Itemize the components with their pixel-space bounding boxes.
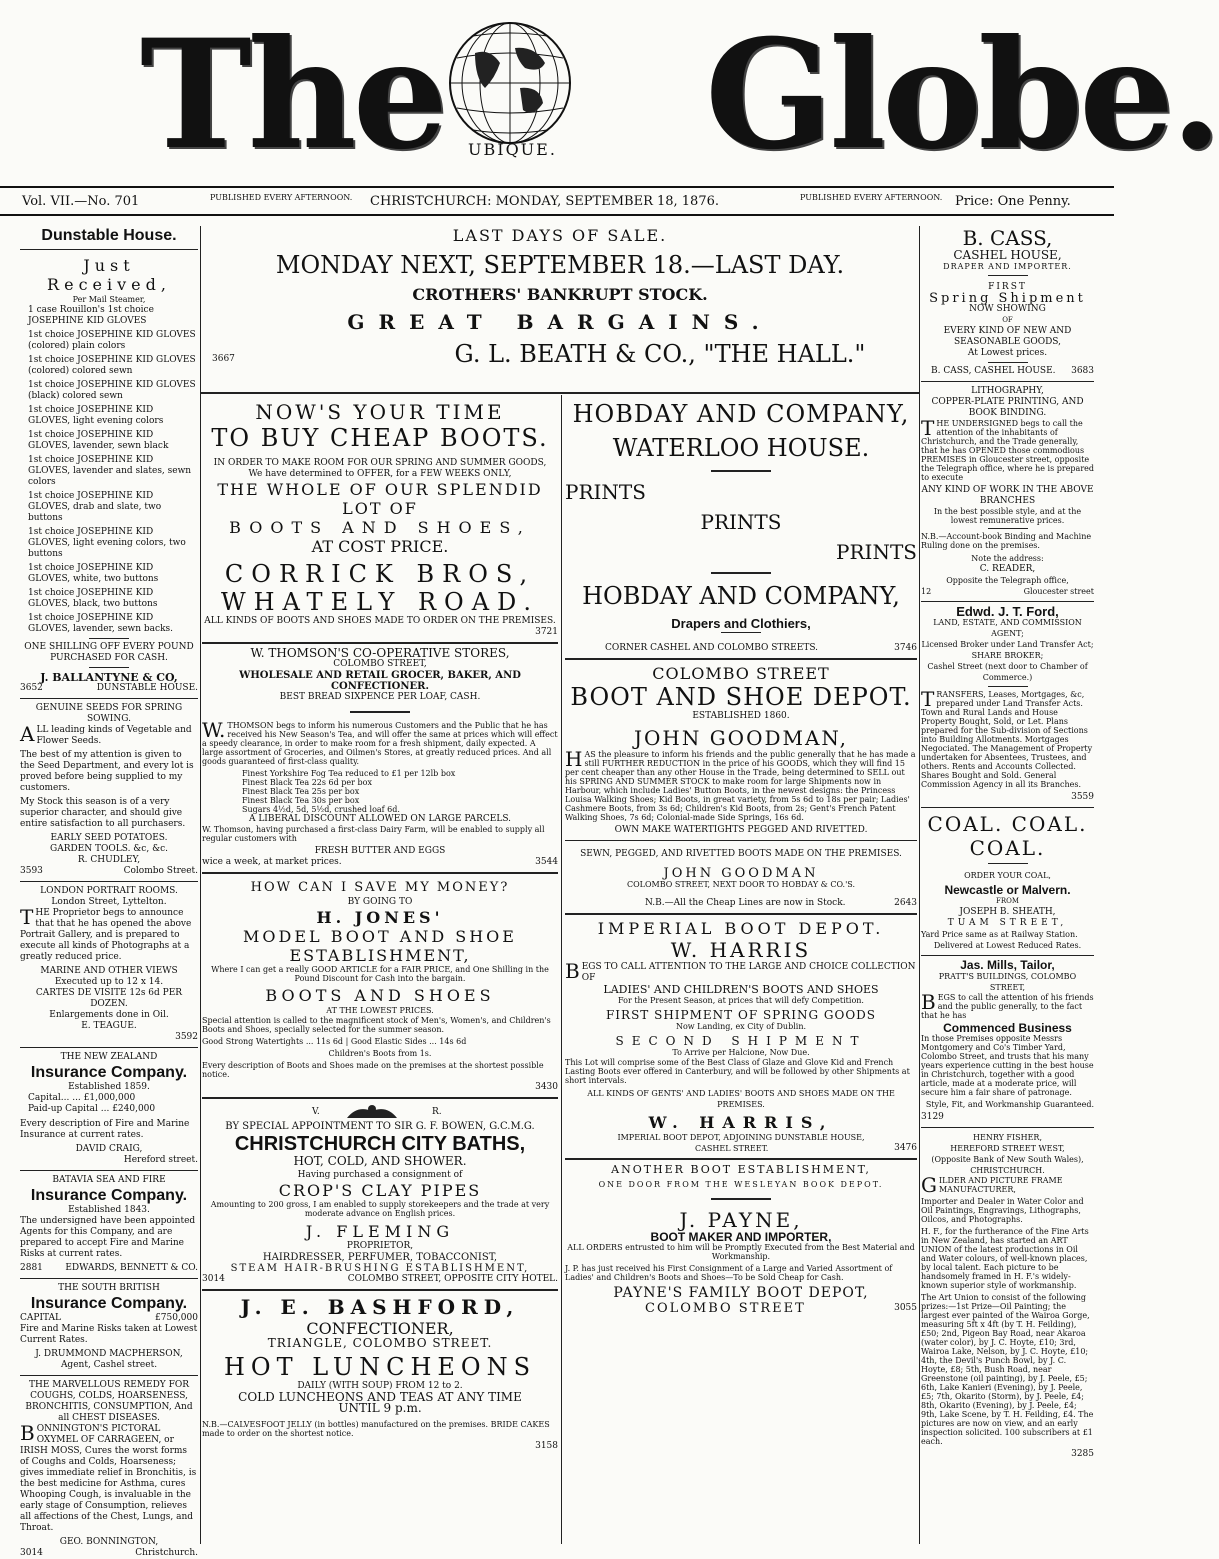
ad-number: 3683 (1071, 366, 1094, 376)
ad-line: ONE SHILLING OFF EVERY POUND PURCHASED FOR CASH. (24, 642, 194, 663)
ad-line: A LIBERAL DISCOUNT ALLOWED ON LARGE PARCELS. (248, 814, 512, 824)
ad-line: ONE DOOR FROM THE WESLEYAN BOOK DEPOT. (598, 1180, 884, 1189)
ad-line: HOBDAY AND COMPANY, (582, 582, 900, 610)
ad-number: 3476 (894, 1143, 917, 1153)
ad-title: Insurance Company. (30, 1064, 188, 1081)
column-4 (921, 226, 1094, 1544)
ad-number: 3559 (1071, 792, 1094, 802)
place-date: CHRISTCHURCH: MONDAY, SEPTEMBER 18, 1876. (370, 194, 720, 209)
ad-paragraph: Special attention is called to the magnificent stock of Men's, Women's, and Children's Boots and Shoes, specially selected for the summer season. (202, 1016, 551, 1034)
ad-line: OF (1002, 316, 1013, 324)
ad-line: BOOT MAKER AND IMPORTER, (650, 1230, 832, 1244)
ad-label: Capital... (28, 1093, 70, 1103)
ad-paragraph: GILDER AND PICTURE FRAME MANUFACTURER, (921, 1173, 1063, 1197)
ad-paragraph: Every description of Boots and Shoes made on the premises at the shortest possible notice. (202, 1061, 544, 1079)
ad-seeds (20, 703, 198, 877)
ad-line: COLOMBO STREET, NEXT DOOR TO HOBDAY & CO.'S. (626, 880, 856, 889)
ad-mills (921, 960, 1094, 1123)
list-item: 1st choice JOSEPHINE KID GLOVES, drab and slate, two buttons (28, 491, 162, 523)
list-item: 1st choice JOSEPHINE KID GLOVES, light evening colors, two buttons (28, 527, 186, 559)
ad-line: MODEL BOOT AND SHOE (243, 927, 517, 946)
ad-name: DAVID CRAIG, (75, 1144, 143, 1154)
ad-line: Opposite the Telegraph office, (946, 576, 1069, 585)
ad-coal (921, 812, 1094, 951)
ad-line: CASHEL HOUSE, (953, 248, 1062, 262)
ad-corrick (202, 400, 558, 638)
ad-line: ALL KINDS OF BOOTS AND SHOES MADE TO ORDER ON THE PREMISES. (204, 616, 556, 626)
ad-line: LADIES' AND CHILDREN'S BOOTS AND SHOES (603, 983, 879, 996)
ad-ford (921, 606, 1094, 803)
ad-line: EARLY SEED POTATOES. (50, 833, 168, 843)
ad-line: J. E. BASHFORD, (240, 1295, 520, 1319)
ad-title: Jas. Mills, Tailor, (960, 958, 1055, 972)
ad-heading: GENUINE SEEDS FOR SPRING SOWING. (35, 703, 183, 724)
ad-line: J. FLEMING (305, 1222, 455, 1241)
ad-line: NOW'S YOUR TIME (255, 400, 505, 424)
ad-number: 3014 (20, 1548, 43, 1558)
ad-goodman (565, 664, 917, 909)
ad-name: C. READER, (979, 564, 1036, 574)
ad-paragraph: In those Premises opposite Messrs Montgomery and Co's Timber Yard, Colombo Street, and trusts that his many years experience cutting in the best house in Christchurch, together with a good article, made at a moderate price, will secure him a fair share of patronage. (921, 1034, 1094, 1097)
list-item: 1st choice JOSEPHINE KID GLOVES, lavender and slates, sewn colors (28, 455, 192, 487)
ad-line: BOOTS AND SHOES, (229, 518, 531, 537)
list-item: Finest Black Tea 22s 6d per box (242, 778, 372, 787)
ad-line: JOHN GOODMAN (663, 866, 819, 881)
ad-line: UNTIL 9 p.m. (338, 1401, 422, 1415)
ad-line: HAIRDRESSER, PERFUMER, TOBACCONIST, (262, 1252, 498, 1263)
ad-subheading: Just Received, (47, 256, 171, 294)
ad-label: Paid-up Capital (28, 1104, 98, 1114)
ad-line: TRIANGLE, COLOMBO STREET. (267, 1336, 493, 1350)
ad-name: GEO. BONNINGTON, (59, 1537, 159, 1547)
ad-line: COAL. (969, 836, 1046, 860)
ad-line: WHATELY ROAD. (220, 588, 540, 616)
ad-name: R. CHUDLEY, (77, 855, 141, 865)
list-item: 1st choice JOSEPHINE KID GLOVES, lavender, sewn black (28, 430, 169, 451)
ad-line: Established 1843. (68, 1205, 150, 1215)
ad-line: PRATT'S BUILDINGS, COLOMBO STREET, (938, 972, 1077, 992)
ad-dunstable (20, 226, 198, 694)
list-item: 1 case Rouillon's 1st choice JOSEPHINE KID GLOVES (28, 305, 154, 326)
ad-line: HOW CAN I SAVE MY MONEY? (250, 880, 510, 895)
ad-line: ANY KIND OF WORK IN THE ABOVE BRANCHES (921, 485, 1094, 506)
ad-line: Colombo Street. (123, 866, 198, 876)
ad-heading: LONDON PORTRAIT ROOMS. (40, 886, 178, 896)
ad-line: PAYNE'S FAMILY BOOT DEPOT, (613, 1285, 869, 1301)
ad-portrait (20, 886, 198, 1043)
ad-line: OWN MAKE WATERTIGHTS PEGGED AND RIVETTED. (614, 825, 868, 835)
column-rule (200, 226, 201, 1544)
ad-paragraph: W.THOMSON begs to inform his numerous Customers and the Public that he has received his New Season's Tea, and will offer the same at prices which will effect a speedy clearance, in order to make room for a fresh shipment, daily expected. A large assortment of Groceries, and Oilmen's Stores, at greatly reduced prices. And all goods guaranteed of first-class quality. (202, 718, 558, 766)
ad-paragraph: ALL leading kinds of Vegetable and Flower Seeds. (20, 722, 192, 746)
ad-number: 3746 (894, 643, 917, 653)
ad-line: LAST DAYS OF SALE. (452, 226, 668, 245)
ad-line: NOW SHOWING (969, 304, 1046, 314)
ad-line: (Opposite Bank of New South Wales), (931, 1155, 1084, 1164)
ad-thomson (202, 648, 558, 868)
ad-line: FIRST SHIPMENT OF SPRING GOODS (605, 1008, 877, 1022)
ad-heading: Dunstable House. (41, 227, 177, 244)
ad-line: G. L. BEATH & CO., "THE HALL." (454, 340, 866, 368)
ad-line: SEWN, PEGGED, AND RIVETTED BOOTS MADE ON THE PREMISES. (580, 849, 902, 859)
ad-batavia (20, 1175, 198, 1274)
ad-paragraph: Children's Boots from 1s. (328, 1049, 432, 1058)
ad-line: Licensed Broker under Land Transfer Act; (921, 640, 1094, 649)
ad-heading: THE MARVELLOUS REMEDY FOR COUGHS, COLDS, HOARSENESS, BRONCHITIS, CONSUMPTION, And all CHEST DISEASES. (25, 1380, 193, 1423)
ad-line: CORNER CASHEL AND COLOMBO STREETS. (605, 643, 819, 653)
ad-line: Delivered at Lowest Reduced Rates. (933, 941, 1082, 950)
ad-paragraph: Fire and Marine Risks taken at Lowest Current Rates. (20, 1324, 198, 1345)
ad-line: COAL. COAL. (927, 812, 1088, 836)
ad-line: COLOMBO STREET, (333, 659, 427, 669)
ad-number: 3055 (894, 1303, 917, 1313)
ad-line: HEREFORD STREET WEST, (950, 1144, 1065, 1153)
ad-line: HENRY FISHER, (973, 1133, 1042, 1142)
masthead-title-left: The (140, 7, 445, 183)
ad-paragraph: Style, Fit, and Workmanship Guaranteed. (925, 1100, 1094, 1109)
ad-paragraph: J. P. has just received his First Consignment of a Large and Varied Assortment of Ladies' and Children's Boots and Shoes—To be Sold Cheap for Cash. (565, 1264, 893, 1282)
ad-line: TO BUY CHEAP BOOTS. (211, 424, 549, 452)
ad-paragraph: THE UNDERSIGNED begs to call the attention of the inhabitants of Christchurch, and the Trade generally, that he has OPENED those commodious PREMISES in Gloucester street, opposite the Telegraph office, where he is prepared to execute (921, 416, 1094, 482)
ad-line: R. (432, 1107, 442, 1117)
ad-line: PROPRIETOR, (346, 1241, 414, 1251)
ad-paragraph: BONNINGTON'S PICTORAL OXYMEL OF CARRAGEEN, or IRISH MOSS, Cures the worst forms of Coughs and Colds, Hoarseness; gives immediate relief in Bronchitis, is the best medicine for Asthma, cures Whooping Cough, is invaluable in the early stage of Consumption, relieves all affections of the Chest, Lungs, and Throat. (20, 1421, 197, 1533)
ad-line: PRINTS (836, 540, 917, 564)
ad-line: CROP'S CLAY PIPES (278, 1181, 482, 1200)
ad-line: MONDAY NEXT, SEPTEMBER 18.—LAST DAY. (275, 251, 845, 279)
ad-remedy (20, 1380, 198, 1559)
ad-bashford (202, 1295, 558, 1452)
ad-line: Spring Shipment (929, 291, 1086, 306)
column-rule (561, 395, 562, 1544)
ad-line: DAILY (WITH SOUP) FROM 12 to 2. (297, 1381, 463, 1391)
ad-line: J. PAYNE, (679, 1208, 803, 1232)
ad-line: ANOTHER BOOT ESTABLISHMENT, (611, 1163, 871, 1176)
ad-line: WHOLESALE AND RETAIL GROCER, BAKER, AND CONFECTIONER. (239, 670, 521, 692)
price: Price: One Penny. (955, 194, 1071, 209)
ad-line: COLOMBO STREET (645, 1301, 806, 1316)
ad-line: LAND, ESTATE, AND COMMISSION AGENT; (933, 618, 1082, 638)
ad-number: 3014 (202, 1274, 225, 1284)
published-right: PUBLISHED EVERY AFTERNOON. (800, 193, 943, 202)
ad-line: HOT, COLD, AND SHOWER. (293, 1154, 467, 1168)
dateline (0, 186, 1114, 216)
ad-paragraph: The Art Union to consist of the following prizes:—1st Prize—Oil Painting; the largest ever painted of the Wairoa Gorge, measuring 5ft x 4ft (by T. H. Feilding), £50; 2nd, Pigeon Bay Road, near Akaroa (water color), by J. C. Hoyte, £10; 3rd, Wairoa Lake, Nelson, by J. C. Hoyte, £10; 4th, the Devil's Punch Bowl, by J. C. Hoyte, £8; 5th, Bush Road, near Greenstone (oil painting), by J. Peele, £5; 6th, Lake Kanieri (Evening), by J. Peele, £5; 7th, Okarito (Storm), by J. Peele, £4; 8th, Okarito (Evening), by J. Peele, £4; 9th, Lake Scene, by T. H. Feilding, £4. The pictures are now on view, and an early inspection solicited. 100 subscribers at £1 each. (921, 1293, 1094, 1446)
ad-line: ESTABLISHED 1860. (692, 711, 790, 721)
ad-jones (202, 878, 558, 1093)
ad-line: AT THE LOWEST PRICES. (326, 1006, 434, 1015)
ad-line: ALL KINDS OF GENTS' AND LADIES' BOOTS AND SHOES MADE ON THE PREMISES. (587, 1089, 895, 1109)
ad-line: CARTES DE VISITE 12s 6d PER DOZEN. (35, 988, 183, 1009)
globe-icon (445, 18, 575, 148)
ad-line: At Lowest prices. (967, 348, 1048, 358)
ad-reader (921, 386, 1094, 597)
ad-line: For the Present Season, at prices that will defy Competition. (618, 996, 864, 1005)
ad-line: BOOT AND SHOE DEPOT. (570, 683, 912, 711)
ad-line: COLD LUNCHEONS AND TEAS AT ANY TIME (238, 1390, 522, 1404)
ad-line: Hereford street. (123, 1155, 198, 1165)
ad-line: THE WHOLE OF OUR SPLENDID LOT OF (217, 480, 543, 518)
ad-firm: J. BALLANTYNE & CO, (40, 671, 178, 684)
ad-line: ORDER YOUR COAL, (964, 871, 1051, 880)
ad-value: £1,000,000 (83, 1093, 136, 1103)
ad-line: SHARE BROKER; (971, 651, 1044, 660)
ad-line: N.B.—All the Cheap Lines are now in Stock. (645, 898, 846, 908)
list-item: Finest Black Tea 25s per box (242, 787, 360, 796)
ad-line: DUNSTABLE HOUSE. (96, 683, 198, 693)
ad-line: WATERLOO HOUSE. (612, 434, 870, 462)
ad-line: B. CASS, (962, 226, 1053, 250)
ad-paragraph: Every description of Fire and Marine Insurance at current rates. (20, 1119, 190, 1140)
column-1 (20, 226, 198, 1558)
ad-fisher (921, 1132, 1094, 1460)
ad-line: BEST BREAD SIXPENCE PER LOAF, CASH. (279, 692, 481, 702)
column-3 (565, 400, 917, 1544)
ad-line: CONFECTIONER, (306, 1319, 454, 1338)
ad-number: 3285 (1071, 1449, 1094, 1459)
ad-number: 3158 (535, 1441, 558, 1451)
ad-heading: THE SOUTH BRITISH (58, 1283, 160, 1293)
ad-title: Insurance Company. (30, 1187, 188, 1204)
ad-firm: EDWARDS, BENNETT & CO. (65, 1263, 198, 1273)
ad-line: Agent, Cashel street. (60, 1360, 158, 1370)
ad-line: STEAM HAIR-BRUSHING ESTABLISHMENT, (230, 1263, 530, 1274)
ad-line: GARDEN TOOLS. &c, &c. (50, 844, 168, 854)
ad-line: CHRISTCHURCH. (970, 1166, 1045, 1175)
ad-paragraph: Amounting to 200 gross, I am enabled to supply storekeepers and the trade at very moderate advance on English prices. (210, 1200, 550, 1218)
ad-number: 3593 (20, 866, 43, 876)
ad-line: HOBDAY AND COMPANY, (572, 400, 910, 428)
ad-line: IMPERIAL BOOT DEPOT. (597, 919, 885, 938)
ad-number: 3721 (535, 627, 558, 637)
ad-paragraph: N.B.—Account-book Binding and Machine Ruling done on the premises. (921, 532, 1092, 550)
ad-paragraph: This Lot will comprise some of the Best Class of Glaze and Glove Kid and French Lasting Boots ever offered in Canterbury, and will be followed by other Shipments at short intervals. (565, 1058, 910, 1085)
ad-line: COPPER-PLATE PRINTING, AND BOOK BINDING. (931, 397, 1084, 418)
ad-label: CAPITAL (20, 1313, 61, 1323)
ad-line: AT COST PRICE. (311, 537, 449, 556)
ad-line: To Arrive per Halcione, Now Due. (672, 1048, 810, 1057)
ad-line: BY GOING TO (347, 897, 413, 907)
ad-line: Now Landing, ex City of Dublin. (675, 1022, 807, 1031)
ad-number: 3667 (212, 354, 235, 364)
ad-nz-insurance: THE NEW ZEALAND Insurance Company. Established 1859. Capital... ... £1,000,000 Paid-up Capital ... £240,000 Every description of Fire and Marine Insurance at current rates. DAVID CRAIG, Hereford street. (20, 1052, 198, 1165)
ad-line: COLOMBO STREET, OPPOSITE CITY HOTEL. (347, 1274, 558, 1284)
list-item: 1st choice JOSEPHINE KID GLOVES (colored) plain colors (28, 330, 196, 351)
masthead (0, 0, 1219, 190)
list-item: Finest Black Tea 30s per box (242, 796, 360, 805)
ad-line: TUAM STREET, (947, 918, 1068, 928)
ad-line: PRINTS (565, 480, 646, 504)
ad-value: £240,000 (112, 1104, 156, 1114)
list-item: 1st choice JOSEPHINE KID GLOVES (colored) colored sewn (28, 355, 196, 376)
ad-paragraph: N.B.—CALVESFOOT JELLY (in bottles) manufactured on the premises. BRIDE CAKES made to order on the shortest notice. (202, 1420, 550, 1438)
ad-line: W. HARRIS (670, 938, 812, 962)
ad-name: J. DRUMMOND MACPHERSON, (35, 1349, 183, 1359)
published-left: PUBLISHED EVERY AFTERNOON. (210, 193, 353, 202)
ad-line: SECOND SHIPMENT (615, 1034, 867, 1048)
ad-line: Executed up to 12 x 14. (54, 977, 164, 987)
ad-paragraph: My Stock this season is of a very superior character, and should give entire satisfaction to all purchasers. (20, 797, 186, 829)
ad-last-days-sale (202, 226, 918, 396)
ad-title: Newcastle or Malvern. (944, 883, 1071, 897)
ad-line: BEGS TO CALL ATTENTION TO THE LARGE AND CHOICE COLLECTION OF (565, 959, 916, 983)
ad-line: DRAPER AND IMPORTER. (943, 262, 1072, 271)
ad-title: Edwd. J. T. Ford, (956, 604, 1059, 619)
ad-line: FRESH BUTTER AND EGGS (314, 846, 446, 856)
column-rule (919, 226, 920, 1544)
ad-paragraph: W. Thomson, having purchased a first-class Dairy Farm, will be enabled to supply all regular customers with (202, 825, 545, 843)
ad-heading: BATAVIA SEA AND FIRE (52, 1175, 166, 1185)
ad-paragraph: HAS the pleasure to inform his friends and the public generally that he has made a still FURTHER REDUCTION in the price of his GOODS, which they will find 15 per cent cheaper than any other House in the Trade, being determined to SELL out his SPRING AND SUMMER STOCK to make room for large Shipments now in Harbour, which include Ladies' Button Boots, in the newest designs: the Princess Louisa Walking Shoes; Kid Boots, in great variety, from 5s 6d to 18s per pair; Ladies' Cashmere Boots, from 3s 6d; Children's Kid Boots, from 2s; Gent's French Patent Walking Shoes, 7s 6d; Colonial-made Side Springs, 16s 6d. (565, 747, 916, 822)
ad-line: wice a week, at market prices. (202, 857, 342, 867)
list-item: Sugars 4½d, 5d, 5½d, crushed loaf 6d. (242, 805, 400, 814)
ad-title: Insurance Company. (30, 1295, 188, 1312)
ad-paragraph: ALL ORDERS entrusted to him will be Promptly Executed from the Best Material and Workmanship. (567, 1243, 915, 1261)
volume-number: Vol. VII.—No. 701 (22, 194, 140, 209)
ad-line: London Street, Lyttelton. (51, 897, 167, 907)
ad-cass (921, 226, 1094, 377)
ad-line: Cashel Street (next door to Chamber of Commerce.) (927, 662, 1088, 682)
ad-line: Christchurch. (135, 1548, 198, 1558)
ad-paragraph: THE Proprietor begs to announce that that he has opened the above Portrait Gallery, and is prepared to execute all kinds of Photographs at a greatly reduced price. (20, 905, 192, 962)
masthead-title-right: Globe. (705, 7, 1219, 183)
ad-number: 2643 (894, 898, 917, 908)
ad-line: LITHOGRAPHY, (971, 386, 1044, 396)
divider (200, 392, 919, 394)
ad-number: 12 (921, 587, 932, 596)
list-item: 1st choice JOSEPHINE KID GLOVES, lavender, sewn backs. (28, 613, 174, 634)
ad-south-british (20, 1283, 198, 1371)
ad-line: Gloucester street (1023, 587, 1094, 596)
ad-line: IMPERIAL BOOT DEPOT, ADJOINING DUNSTABLE HOUSE, (617, 1133, 865, 1142)
ad-name: JOSEPH B. SHEATH, (959, 907, 1056, 917)
ad-line: Per Mail Steamer, (72, 295, 146, 304)
ad-line: HOT LUNCHEONS (223, 1353, 537, 1381)
column-2 (202, 400, 558, 1544)
ad-line: Enlargements done in Oil. (49, 1010, 169, 1020)
ad-line: BOOTS AND SHOES (265, 986, 495, 1005)
ad-line: W. HARRIS, (648, 1113, 834, 1132)
royal-arms-icon (342, 1103, 402, 1121)
ad-line: Note the address: (971, 554, 1044, 563)
ad-line: GREAT BARGAINS. (347, 310, 773, 334)
list-item: 1st choice JOSEPHINE KID GLOVES (black) colored sewn (28, 380, 196, 401)
ad-line: EVERY KIND OF NEW AND SEASONABLE GOODS, (943, 326, 1072, 347)
ad-line: MARINE AND OTHER VIEWS (40, 966, 178, 976)
ad-paragraph: TRANSFERS, Leases, Mortgages, &c, prepared under Land Transfer Acts. Town and Rural Lands and House Property Bought, Sold, or Let. Plans prepared for the Sub-division of Sections into Building Allotments. Mortgages Negociated. The Management of Property undertaken for Absentees, Trustees, and others. Rents and Accounts Collected. Shares Bought and Sold. General Commission Agency in all its Branches. (921, 687, 1093, 789)
ad-number: 3129 (921, 1112, 944, 1122)
ad-fleming (202, 1103, 558, 1285)
ad-paragraph: Good Strong Watertights ... 11s 6d | Good Elastic Sides ... 14s 6d (202, 1037, 467, 1046)
list-item: 1st choice JOSEPHINE KID GLOVES, black, two buttons (28, 588, 158, 609)
ad-line: PRINTS (700, 510, 782, 534)
ad-line: Drapers and Clothiers, (671, 616, 811, 631)
ad-line: FROM (995, 897, 1020, 905)
ad-paragraph: Where I can get a really GOOD ARTICLE for a FAIR PRICE, and One Shilling in the Pound Discount for Cash into the bargain. (211, 965, 549, 983)
ad-paragraph: Importer and Dealer in Water Color and Oil Paintings, Engravings, Lithographs, Oilcos, and Photographs. (921, 1197, 1084, 1224)
ad-paragraph: BEGS to call the attention of his friends and the public generally, to the fact that he has (921, 990, 1094, 1020)
masthead-motto: UBIQUE. (468, 140, 557, 159)
ad-heading: THE NEW ZEALAND (60, 1052, 158, 1062)
ad-number: 3652 (20, 683, 43, 693)
ad-number: 3544 (535, 857, 558, 867)
ad-line: Yard Price same as at Railway Station. (921, 930, 1078, 939)
ad-line: Having purchased a consignment of (297, 1170, 463, 1180)
ad-harris (565, 919, 917, 1154)
ad-line: CHRISTCHURCH CITY BATHS, (234, 1133, 526, 1155)
ad-line: BY SPECIAL APPOINTMENT TO SIR G. F. BOWEN, G.C.M.G. (225, 1121, 535, 1132)
ad-paragraph: In the best possible style, and at the lowest remunerative prices. (933, 507, 1082, 525)
ad-number: 2881 (20, 1263, 43, 1273)
ad-number: 3430 (535, 1082, 558, 1092)
ad-line: COLOMBO STREET (652, 664, 830, 683)
ad-value: £750,000 (155, 1313, 198, 1323)
list-item: Finest Yorkshire Fog Tea reduced to £1 per 12lb box (242, 769, 456, 778)
ad-paragraph: The best of my attention is given to the Seed Department, and every lot is proved before being supplied to my customers. (20, 750, 194, 793)
ad-line: JOHN GOODMAN, (633, 726, 849, 750)
ad-hobday (565, 400, 917, 654)
ad-line: W. THOMSON'S CO-OPERATIVE STORES, (250, 646, 510, 660)
list-item: 1st choice JOSEPHINE KID GLOVES, light evening colors (28, 405, 164, 426)
list-item: 1st choice JOSEPHINE KID GLOVES, white, two buttons (28, 563, 159, 584)
ad-line: CORRICK BROS, (224, 560, 536, 588)
ad-name: E. TEAGUE. (81, 1021, 137, 1031)
ad-line: H. JONES' (316, 908, 444, 927)
ad-line: CROTHERS' BANKRUPT STOCK. (412, 285, 708, 304)
ad-line: FIRST (988, 282, 1027, 292)
ad-line: B. CASS, CASHEL HOUSE. (931, 366, 1056, 376)
ad-line: V. (312, 1107, 320, 1117)
ad-line: We have determined to OFFER, for a FEW WEEKS ONLY, (248, 469, 512, 479)
ad-line: ESTABLISHMENT, (289, 946, 471, 965)
ad-title: Commenced Business (943, 1021, 1072, 1035)
ad-line: IN ORDER TO MAKE ROOM FOR OUR SPRING AND SUMMER GOODS, (213, 458, 547, 468)
ad-line: Established 1859. (68, 1082, 150, 1092)
ad-line: CASHEL STREET. (695, 1144, 769, 1153)
ad-number: 3592 (175, 1032, 198, 1042)
ad-paragraph: The undersigned have been appointed Agents for this Company, and are prepared to accept Fire and Marine Risks at current rates. (20, 1216, 196, 1259)
ad-paragraph: H. F., for the furtherance of the Fine Arts in New Zealand, has started an ART UNION of the latest productions in Oil and Water colours, of well-known places, by local talent. Each picture to be handsomely framed in H. F.'s widely-known superior style of workmanship. (921, 1227, 1089, 1290)
ad-payne (565, 1164, 917, 1314)
